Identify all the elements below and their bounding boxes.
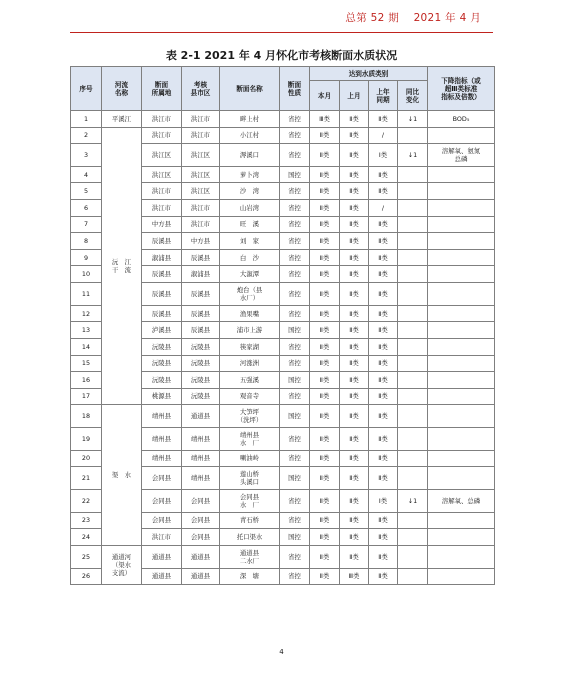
cell-county: 辰溪县 <box>182 283 220 306</box>
cell-county: 洪江区 <box>182 144 220 167</box>
header-section: 断面名称 <box>220 67 280 111</box>
cell-region: 中方县 <box>142 216 182 233</box>
cell-section: 五强溪 <box>220 372 280 389</box>
cell-section: 大笋坪 （洗坪） <box>220 405 280 428</box>
cell-pollutant: 溶解氧、总磷 <box>428 489 495 512</box>
cell-county: 沅陵县 <box>182 355 220 372</box>
cell-county: 通道县 <box>182 405 220 428</box>
cell-pollutant <box>428 529 495 546</box>
cell-this-month: Ⅱ类 <box>310 427 340 450</box>
cell-yoy: ↓1 <box>398 489 428 512</box>
cell-yoy <box>398 372 428 389</box>
cell-this-month: Ⅱ类 <box>310 545 340 568</box>
cell-yoy <box>398 166 428 183</box>
header-river: 河流 名称 <box>102 67 142 111</box>
cell-river: 渠 水 <box>102 405 142 546</box>
cell-pollutant <box>428 545 495 568</box>
cell-last-month: Ⅱ类 <box>340 216 369 233</box>
cell-region: 泸溪县 <box>142 322 182 339</box>
cell-county: 沅陵县 <box>182 388 220 405</box>
cell-seq: 13 <box>71 322 102 339</box>
cell-yoy <box>398 450 428 467</box>
cell-last-year: Ⅱ类 <box>369 233 398 250</box>
cell-yoy <box>398 405 428 428</box>
cell-seq: 24 <box>71 529 102 546</box>
cell-nature: 国控 <box>280 372 310 389</box>
cell-last-year: Ⅱ类 <box>369 111 398 128</box>
cell-this-month: Ⅱ类 <box>310 355 340 372</box>
cell-pollutant <box>428 355 495 372</box>
cell-nature: 省控 <box>280 305 310 322</box>
cell-river: 通道河 （渠水 支流） <box>102 545 142 584</box>
header-this-month: 本月 <box>310 81 340 111</box>
cell-nature: 省控 <box>280 144 310 167</box>
header-quality-group: 达到水质类别 <box>310 67 428 81</box>
cell-last-month: Ⅱ类 <box>340 388 369 405</box>
cell-this-month: Ⅱ类 <box>310 200 340 217</box>
cell-nature: 省控 <box>280 568 310 585</box>
cell-yoy <box>398 545 428 568</box>
cell-section: 靖州县 水 厂 <box>220 427 280 450</box>
cell-seq: 1 <box>71 111 102 128</box>
cell-region: 靖州县 <box>142 450 182 467</box>
cell-region: 会同县 <box>142 467 182 490</box>
cell-region: 会同县 <box>142 489 182 512</box>
cell-last-year: Ⅰ类 <box>369 489 398 512</box>
cell-yoy <box>398 568 428 585</box>
cell-county: 洪江市 <box>182 216 220 233</box>
cell-section: 浦市上游 <box>220 322 280 339</box>
cell-region: 洪江区 <box>142 166 182 183</box>
cell-last-year: Ⅱ类 <box>369 405 398 428</box>
cell-county: 辰溪县 <box>182 322 220 339</box>
cell-last-month: Ⅱ类 <box>340 266 369 283</box>
cell-region: 洪江区 <box>142 144 182 167</box>
cell-last-month: Ⅱ类 <box>340 529 369 546</box>
cell-region: 靖州县 <box>142 405 182 428</box>
cell-last-year: Ⅱ类 <box>369 545 398 568</box>
cell-pollutant <box>428 216 495 233</box>
cell-nature: 省控 <box>280 127 310 144</box>
cell-last-year: Ⅱ类 <box>369 467 398 490</box>
cell-pollutant <box>428 266 495 283</box>
cell-pollutant <box>428 467 495 490</box>
cell-this-month: Ⅱ类 <box>310 183 340 200</box>
cell-this-month: Ⅱ类 <box>310 127 340 144</box>
cell-last-month: Ⅱ类 <box>340 338 369 355</box>
cell-yoy <box>398 249 428 266</box>
cell-nature: 省控 <box>280 545 310 568</box>
cell-county: 通道县 <box>182 545 220 568</box>
header-county: 考核 县市区 <box>182 67 220 111</box>
cell-county: 溆浦县 <box>182 266 220 283</box>
cell-yoy <box>398 338 428 355</box>
cell-this-month: Ⅱ类 <box>310 216 340 233</box>
cell-section: 溽溪口 <box>220 144 280 167</box>
cell-region: 洪江市 <box>142 183 182 200</box>
cell-section: 托口渠水 <box>220 529 280 546</box>
cell-seq: 15 <box>71 355 102 372</box>
cell-this-month: Ⅱ类 <box>310 338 340 355</box>
cell-last-year: Ⅱ类 <box>369 355 398 372</box>
cell-county: 会同县 <box>182 512 220 529</box>
header-yoy: 同比 变化 <box>398 81 428 111</box>
cell-pollutant <box>428 568 495 585</box>
cell-region: 通道县 <box>142 545 182 568</box>
cell-last-year: Ⅱ类 <box>369 283 398 306</box>
cell-seq: 25 <box>71 545 102 568</box>
issue-info: 总第 52 期 2021 年 4 月 <box>345 12 481 24</box>
cell-last-month: Ⅱ类 <box>340 111 369 128</box>
cell-nature: 省控 <box>280 266 310 283</box>
cell-this-month: Ⅱ类 <box>310 144 340 167</box>
cell-last-year: Ⅱ类 <box>369 305 398 322</box>
cell-last-month: Ⅲ类 <box>340 568 369 585</box>
water-quality-table <box>70 66 495 585</box>
cell-pollutant <box>428 166 495 183</box>
table-row <box>71 127 495 144</box>
cell-last-month: Ⅱ类 <box>340 512 369 529</box>
cell-county: 中方县 <box>182 233 220 250</box>
cell-section: 白 沙 <box>220 249 280 266</box>
cell-seq: 19 <box>71 427 102 450</box>
cell-section: 青石桥 <box>220 512 280 529</box>
cell-nature: 省控 <box>280 489 310 512</box>
cell-section: 渔果嘴 <box>220 305 280 322</box>
cell-nature: 省控 <box>280 233 310 250</box>
cell-pollutant <box>428 450 495 467</box>
cell-last-month: Ⅱ类 <box>340 405 369 428</box>
table-row <box>71 545 495 568</box>
cell-yoy <box>398 127 428 144</box>
cell-yoy <box>398 467 428 490</box>
cell-pollutant <box>428 249 495 266</box>
cell-this-month: Ⅱ类 <box>310 568 340 585</box>
cell-pollutant <box>428 372 495 389</box>
cell-pollutant <box>428 283 495 306</box>
cell-pollutant <box>428 305 495 322</box>
cell-county: 靖州县 <box>182 427 220 450</box>
cell-river: 平溪江 <box>102 111 142 128</box>
cell-yoy <box>398 512 428 529</box>
cell-last-year: Ⅱ类 <box>369 372 398 389</box>
cell-section: 通道县 二水厂 <box>220 545 280 568</box>
cell-region: 辰溪县 <box>142 283 182 306</box>
cell-last-year: Ⅱ类 <box>369 266 398 283</box>
cell-county: 靖州县 <box>182 467 220 490</box>
cell-yoy <box>398 233 428 250</box>
cell-pollutant <box>428 127 495 144</box>
cell-yoy <box>398 305 428 322</box>
cell-seq: 2 <box>71 127 102 144</box>
cell-county: 沅陵县 <box>182 372 220 389</box>
cell-last-year: Ⅱ类 <box>369 512 398 529</box>
cell-county: 洪江市 <box>182 111 220 128</box>
cell-last-year: Ⅱ类 <box>369 388 398 405</box>
table-body <box>71 111 495 585</box>
cell-county: 会同县 <box>182 529 220 546</box>
cell-this-month: Ⅱ类 <box>310 233 340 250</box>
table-row <box>71 111 495 128</box>
cell-pollutant <box>428 512 495 529</box>
cell-seq: 12 <box>71 305 102 322</box>
cell-river: 沅 江 干 流 <box>102 127 142 405</box>
cell-yoy <box>398 427 428 450</box>
cell-yoy <box>398 200 428 217</box>
cell-section: 小江村 <box>220 127 280 144</box>
cell-this-month: Ⅱ类 <box>310 249 340 266</box>
cell-nature: 国控 <box>280 322 310 339</box>
cell-region: 洪江市 <box>142 127 182 144</box>
cell-pollutant <box>428 233 495 250</box>
cell-region: 辰溪县 <box>142 305 182 322</box>
cell-pollutant <box>428 322 495 339</box>
cell-section: 喇油岭 <box>220 450 280 467</box>
cell-county: 沅陵县 <box>182 338 220 355</box>
cell-this-month: Ⅱ类 <box>310 405 340 428</box>
cell-county: 辰溪县 <box>182 249 220 266</box>
cell-seq: 14 <box>71 338 102 355</box>
cell-last-month: Ⅱ类 <box>340 545 369 568</box>
cell-pollutant <box>428 405 495 428</box>
cell-seq: 4 <box>71 166 102 183</box>
cell-nature: 国控 <box>280 467 310 490</box>
cell-this-month: Ⅲ类 <box>310 111 340 128</box>
cell-seq: 6 <box>71 200 102 217</box>
cell-county: 通道县 <box>182 568 220 585</box>
cell-this-month: Ⅱ类 <box>310 166 340 183</box>
cell-last-year: Ⅱ类 <box>369 216 398 233</box>
header-divider <box>70 32 493 33</box>
cell-pollutant: BOD₅ <box>428 111 495 128</box>
cell-this-month: Ⅱ类 <box>310 529 340 546</box>
cell-pollutant <box>428 427 495 450</box>
cell-nature: 省控 <box>280 427 310 450</box>
header-last-month: 上月 <box>340 81 369 111</box>
cell-pollutant <box>428 183 495 200</box>
cell-nature: 国控 <box>280 529 310 546</box>
table-row <box>71 405 495 428</box>
cell-region: 桃源县 <box>142 388 182 405</box>
cell-nature: 省控 <box>280 283 310 306</box>
cell-region: 辰溪县 <box>142 266 182 283</box>
cell-last-month: Ⅱ类 <box>340 355 369 372</box>
cell-section: 莲山桥 头溪口 <box>220 467 280 490</box>
cell-yoy <box>398 283 428 306</box>
cell-last-year: Ⅱ类 <box>369 568 398 585</box>
cell-this-month: Ⅱ类 <box>310 266 340 283</box>
cell-last-month: Ⅱ类 <box>340 249 369 266</box>
cell-seq: 26 <box>71 568 102 585</box>
cell-region: 通道县 <box>142 568 182 585</box>
cell-nature: 省控 <box>280 338 310 355</box>
cell-last-month: Ⅱ类 <box>340 144 369 167</box>
cell-county: 靖州县 <box>182 450 220 467</box>
cell-yoy <box>398 355 428 372</box>
cell-seq: 8 <box>71 233 102 250</box>
cell-region: 溆浦县 <box>142 249 182 266</box>
cell-this-month: Ⅱ类 <box>310 450 340 467</box>
cell-last-year: Ⅱ类 <box>369 338 398 355</box>
cell-yoy <box>398 183 428 200</box>
cell-this-month: Ⅱ类 <box>310 489 340 512</box>
cell-last-year: Ⅱ类 <box>369 427 398 450</box>
cell-this-month: Ⅱ类 <box>310 388 340 405</box>
cell-seq: 5 <box>71 183 102 200</box>
cell-this-month: Ⅱ类 <box>310 467 340 490</box>
cell-last-month: Ⅱ类 <box>340 372 369 389</box>
cell-section: 观音寺 <box>220 388 280 405</box>
page-number: 4 <box>279 648 284 656</box>
cell-yoy <box>398 266 428 283</box>
cell-section: 畔上村 <box>220 111 280 128</box>
cell-region: 洪江市 <box>142 529 182 546</box>
cell-last-month: Ⅱ类 <box>340 183 369 200</box>
cell-last-year: Ⅱ类 <box>369 450 398 467</box>
cell-section: 大溆潭 <box>220 266 280 283</box>
cell-nature: 省控 <box>280 111 310 128</box>
cell-county: 洪江区 <box>182 166 220 183</box>
cell-nature: 省控 <box>280 512 310 529</box>
header-seq: 序号 <box>71 67 102 111</box>
cell-seq: 17 <box>71 388 102 405</box>
cell-seq: 23 <box>71 512 102 529</box>
cell-section: 炮台（县 水厂） <box>220 283 280 306</box>
cell-pollutant: 溶解氧、氨氮 总磷 <box>428 144 495 167</box>
cell-county: 辰溪县 <box>182 305 220 322</box>
cell-nature: 国控 <box>280 405 310 428</box>
cell-seq: 21 <box>71 467 102 490</box>
cell-last-month: Ⅱ类 <box>340 305 369 322</box>
cell-last-year: Ⅱ类 <box>369 322 398 339</box>
cell-section: 山岩湾 <box>220 200 280 217</box>
table-title: 表 2-1 2021 年 4 月怀化市考核断面水质状况 <box>165 49 398 62</box>
header-last-year: 上年 同期 <box>369 81 398 111</box>
cell-nature: 省控 <box>280 200 310 217</box>
cell-last-month: Ⅱ类 <box>340 200 369 217</box>
cell-seq: 7 <box>71 216 102 233</box>
cell-region: 洪江市 <box>142 111 182 128</box>
cell-this-month: Ⅱ类 <box>310 283 340 306</box>
cell-seq: 10 <box>71 266 102 283</box>
cell-region: 洪江市 <box>142 200 182 217</box>
cell-last-month: Ⅱ类 <box>340 322 369 339</box>
cell-pollutant <box>428 388 495 405</box>
cell-this-month: Ⅱ类 <box>310 322 340 339</box>
cell-nature: 国控 <box>280 166 310 183</box>
cell-yoy <box>398 529 428 546</box>
cell-pollutant <box>428 338 495 355</box>
cell-county: 洪江区 <box>182 183 220 200</box>
cell-section: 沙 湾 <box>220 183 280 200</box>
cell-this-month: Ⅱ类 <box>310 305 340 322</box>
cell-seq: 22 <box>71 489 102 512</box>
cell-last-month: Ⅱ类 <box>340 467 369 490</box>
header-region: 断面 所属地 <box>142 67 182 111</box>
cell-seq: 3 <box>71 144 102 167</box>
cell-county: 洪江市 <box>182 127 220 144</box>
cell-pollutant <box>428 200 495 217</box>
cell-seq: 11 <box>71 283 102 306</box>
cell-nature: 省控 <box>280 216 310 233</box>
cell-section: 深 塘 <box>220 568 280 585</box>
cell-section: 旺 溪 <box>220 216 280 233</box>
cell-nature: 省控 <box>280 183 310 200</box>
cell-section: 萝卜湾 <box>220 166 280 183</box>
cell-yoy <box>398 388 428 405</box>
cell-last-month: Ⅱ类 <box>340 127 369 144</box>
cell-region: 沅陵县 <box>142 372 182 389</box>
cell-nature: 省控 <box>280 450 310 467</box>
cell-county: 会同县 <box>182 489 220 512</box>
cell-nature: 省控 <box>280 388 310 405</box>
cell-last-year: Ⅰ类 <box>369 144 398 167</box>
cell-yoy: ↓1 <box>398 144 428 167</box>
cell-last-year: Ⅱ类 <box>369 249 398 266</box>
cell-seq: 20 <box>71 450 102 467</box>
cell-last-year: Ⅱ类 <box>369 529 398 546</box>
cell-nature: 省控 <box>280 355 310 372</box>
cell-seq: 9 <box>71 249 102 266</box>
cell-last-year: / <box>369 127 398 144</box>
cell-seq: 18 <box>71 405 102 428</box>
header-nature: 断面 性质 <box>280 67 310 111</box>
cell-yoy <box>398 322 428 339</box>
cell-yoy: ↓1 <box>398 111 428 128</box>
cell-section: 河涨洲 <box>220 355 280 372</box>
cell-region: 辰溪县 <box>142 233 182 250</box>
header-pollutant: 下降指标（或 超Ⅲ类标准 指标及倍数） <box>428 67 495 111</box>
cell-last-month: Ⅱ类 <box>340 283 369 306</box>
cell-last-year: / <box>369 200 398 217</box>
cell-last-year: Ⅱ类 <box>369 166 398 183</box>
cell-last-month: Ⅱ类 <box>340 489 369 512</box>
cell-nature: 省控 <box>280 249 310 266</box>
cell-section: 筷家湖 <box>220 338 280 355</box>
cell-section: 刘 家 <box>220 233 280 250</box>
cell-last-month: Ⅱ类 <box>340 233 369 250</box>
cell-region: 靖州县 <box>142 427 182 450</box>
cell-section: 会同县 水 厂 <box>220 489 280 512</box>
cell-last-month: Ⅱ类 <box>340 166 369 183</box>
cell-county: 洪江市 <box>182 200 220 217</box>
page-header <box>0 0 563 38</box>
cell-seq: 16 <box>71 372 102 389</box>
cell-yoy <box>398 216 428 233</box>
cell-region: 沅陵县 <box>142 338 182 355</box>
cell-last-year: Ⅱ类 <box>369 183 398 200</box>
cell-region: 沅陵县 <box>142 355 182 372</box>
cell-last-month: Ⅱ类 <box>340 450 369 467</box>
cell-last-month: Ⅱ类 <box>340 427 369 450</box>
cell-this-month: Ⅱ类 <box>310 372 340 389</box>
cell-region: 会同县 <box>142 512 182 529</box>
cell-this-month: Ⅱ类 <box>310 512 340 529</box>
